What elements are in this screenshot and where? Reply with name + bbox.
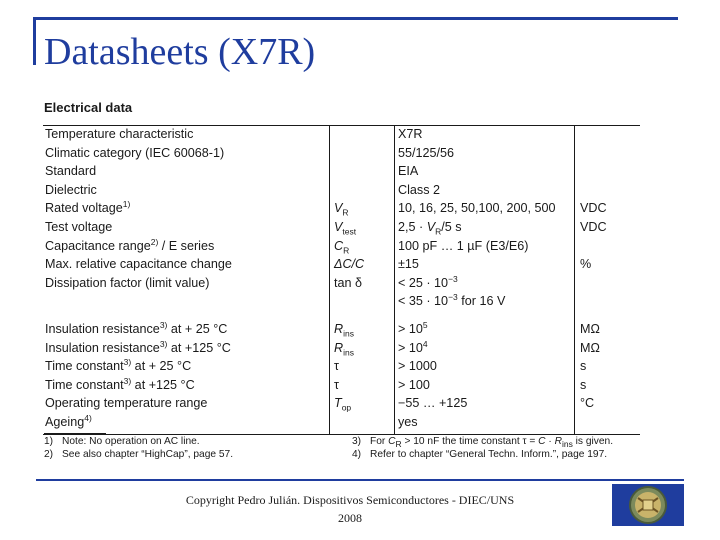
param-label: Test voltage: [43, 218, 330, 237]
param-label: Operating temperature range: [43, 394, 330, 413]
param-label: Rated voltage$^{1)}$: [43, 199, 330, 218]
param-value: Class 2: [395, 181, 575, 200]
param-value: ±15: [395, 255, 575, 274]
title-frame-left-rule: [33, 17, 36, 65]
param-symbol: $V_R$: [330, 199, 395, 218]
table-row: [43, 357, 640, 376]
param-symbol: [330, 125, 395, 144]
param-value: $2,5 \cdot V_R/5$ s: [395, 218, 575, 237]
param-value: −55 … +125: [395, 394, 575, 413]
table-row: [43, 125, 640, 144]
param-symbol: ΔC/C: [330, 255, 395, 274]
param-label: Climatic category (IEC 60068-1): [43, 144, 330, 163]
copyright-text: [140, 491, 560, 527]
param-unit: MΩ: [580, 321, 600, 336]
param-symbol: τ: [330, 376, 395, 395]
param-symbol: $V_{test}$: [330, 218, 395, 237]
param-label: Dielectric: [43, 181, 330, 200]
table-row: [43, 376, 640, 395]
param-value: > 100: [395, 376, 575, 395]
param-unit: %: [580, 257, 592, 272]
param-label: Time constant$^{3)}$ at +125 °C: [43, 376, 330, 395]
table-row: [43, 237, 640, 256]
electrical-data-table: [43, 125, 640, 435]
footnotes-left: [44, 436, 344, 461]
table-row: [43, 292, 640, 311]
param-value: 100 pF … 1 µF (E3/E6): [395, 237, 575, 256]
param-symbol: τ: [330, 357, 395, 376]
table-row: [43, 339, 640, 358]
footnote-4: 4) Refer to chapter “General Techn. Inform.”, page 197.: [352, 448, 608, 460]
param-value: yes: [395, 413, 575, 434]
footer-rule: [36, 479, 684, 481]
footnote-3: 3) For $C_R > 10$ nF the time constant $\tau = C \cdot R_{ins}$ is given.: [352, 436, 614, 450]
copyright-line: Copyright Pedro Julián. Dispositivos Semiconductores - DIEC/UNS: [185, 493, 515, 507]
param-symbol: tan δ: [330, 274, 395, 293]
param-value: < $35 \cdot 10^{-3}$ for 16 V: [395, 292, 575, 311]
table-row: [43, 199, 640, 218]
param-unit: VDC: [580, 219, 607, 234]
param-unit: MΩ: [580, 340, 600, 355]
param-value: X7R: [395, 125, 575, 144]
table-row: [43, 320, 640, 339]
university-seal-icon: [612, 484, 684, 526]
param-symbol: $R_{ins}$: [330, 320, 395, 339]
table-row: [43, 218, 640, 237]
param-symbol: [330, 144, 395, 163]
param-symbol: $R_{ins}$: [330, 339, 395, 358]
table-row: [43, 162, 640, 181]
param-unit: [575, 413, 641, 434]
page-title: Datasheets (X7R): [44, 31, 316, 73]
footnote-1: 1) Note: No operation on AC line.: [44, 436, 200, 447]
table-row: [43, 413, 640, 434]
param-value: > $10^5$: [395, 320, 575, 339]
param-label: Time constant$^{3)}$ at + 25 °C: [43, 357, 330, 376]
param-label: Max. relative capacitance change: [43, 255, 330, 274]
table-row: [43, 274, 640, 293]
param-unit: [575, 125, 641, 144]
param-unit: [575, 181, 641, 200]
footnote-rule: [44, 433, 106, 434]
param-value: > $10^4$: [395, 339, 575, 358]
param-unit: s: [580, 359, 587, 374]
table-spacer-row: [43, 311, 640, 320]
param-value: 55/125/56: [395, 144, 575, 163]
copyright-year: 2008: [338, 511, 362, 525]
param-value: < $25 \cdot 10^{-3}$: [395, 274, 575, 293]
param-unit: °C: [580, 396, 595, 411]
param-label: Temperature characteristic: [43, 125, 330, 144]
param-symbol: [330, 292, 395, 311]
param-value: 10, 16, 25, 50,100, 200, 500: [395, 199, 575, 218]
param-label: Ageing$^{4)}$: [43, 413, 330, 434]
table-row: [43, 144, 640, 163]
param-unit: [575, 144, 641, 163]
param-unit: [575, 162, 641, 181]
param-symbol: [330, 413, 395, 434]
param-label: Insulation resistance$^{3)}$ at + 25 °C: [43, 320, 330, 339]
param-label: Dissipation factor (limit value): [43, 274, 330, 293]
param-unit: [575, 292, 641, 311]
param-symbol: [330, 162, 395, 181]
param-symbol: $T_{op}$: [330, 394, 395, 413]
param-label: Insulation resistance$^{3)}$ at +125 °C: [43, 339, 330, 358]
section-heading: Electrical data: [44, 100, 133, 115]
param-symbol: $C_R$: [330, 237, 395, 256]
param-label: [43, 292, 330, 311]
param-value: EIA: [395, 162, 575, 181]
table-row: [43, 394, 640, 413]
param-unit: VDC: [580, 201, 607, 216]
param-unit: s: [580, 377, 587, 392]
param-label: Capacitance range$^{2)}$ / E series: [43, 237, 330, 256]
param-label: Standard: [43, 162, 330, 181]
table-row: [43, 255, 640, 274]
footnotes-right: [352, 436, 652, 461]
param-symbol: [330, 181, 395, 200]
param-unit: [575, 237, 641, 256]
param-unit: [575, 274, 641, 293]
title-frame-top-rule: [33, 17, 678, 20]
param-value: > 1000: [395, 357, 575, 376]
footnote-2: 2) See also chapter “HighCap”, page 57.: [44, 448, 234, 460]
table-row: [43, 181, 640, 200]
